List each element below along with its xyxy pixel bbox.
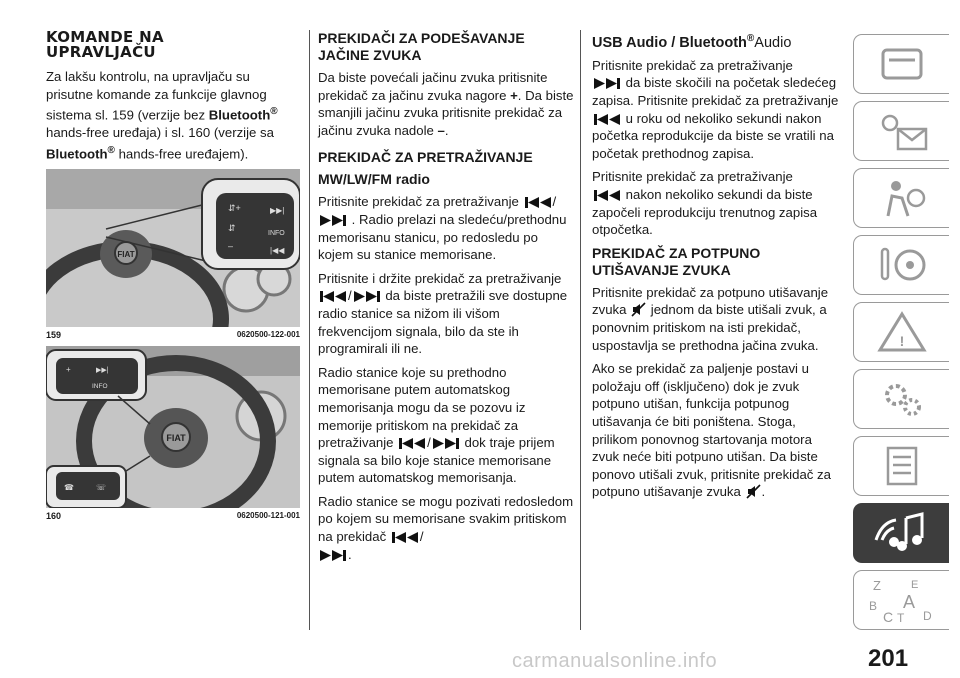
figure-code: 0620500-122-001 bbox=[236, 329, 300, 339]
warning-light-icon bbox=[874, 109, 930, 153]
tab-maintenance[interactable] bbox=[853, 369, 949, 429]
gears-icon bbox=[874, 377, 930, 421]
svg-text:▶▶|: ▶▶| bbox=[96, 366, 109, 374]
mute-paragraph-1 bbox=[592, 284, 842, 354]
prev-track-icon bbox=[398, 437, 426, 450]
svg-text:+: + bbox=[66, 364, 71, 374]
period: . bbox=[348, 546, 352, 562]
column-middle bbox=[318, 30, 576, 569]
svg-text:!: ! bbox=[899, 333, 904, 349]
usb-heading-a: USB Audio / Bluetooth bbox=[592, 34, 747, 51]
prev-track-icon bbox=[319, 290, 347, 303]
svg-text:⇵+: ⇵+ bbox=[228, 202, 241, 213]
radio-text-3a: Radio stanice koje su prethodno memorisane putem automatskog memorisanja mogu da se pozovu iz memorije pritiskom na prekidač za pretraživanje bbox=[318, 364, 526, 451]
watermark: carmanualsonline.info bbox=[512, 650, 718, 672]
usb-text-1a: Pritisnite prekidač za pretraživanje bbox=[592, 57, 793, 73]
prev-track-icon bbox=[524, 196, 552, 209]
letter-e: E bbox=[910, 579, 918, 591]
svg-text:⇵: ⇵ bbox=[228, 222, 236, 233]
figure-code-2: 0620500-121-001 bbox=[236, 510, 300, 520]
slash: / bbox=[348, 288, 352, 304]
dashboard-icon bbox=[877, 44, 927, 84]
usb-text-1c: u roku od nekoliko sekundi nakon početka reprodukcije da biste se vratili na početak prethodnog zapisa. bbox=[592, 110, 834, 161]
tab-starting-driving[interactable] bbox=[853, 235, 949, 295]
letter-t: T bbox=[896, 611, 904, 624]
heading-mute: PREKIDAČ ZA POTPUNO UTIŠAVANJE ZVUKA bbox=[592, 244, 761, 278]
intro-text-a: Za lakšu kontrolu, na upravljaču su prisutne komande za funkcije glavnog sistema sl. 159 (verzije bez bbox=[46, 69, 267, 123]
fiat-logo-text: FIAT bbox=[117, 249, 135, 259]
svg-text:–: – bbox=[228, 240, 234, 251]
tab-dashboard[interactable] bbox=[853, 34, 949, 94]
specs-list-icon bbox=[874, 444, 930, 488]
column-divider-1 bbox=[309, 30, 310, 630]
steering-wheel-photo-2 bbox=[46, 346, 300, 508]
tab-specifications[interactable] bbox=[853, 436, 949, 496]
next-track-icon bbox=[319, 549, 347, 562]
svg-text:☎: ☎ bbox=[64, 482, 74, 492]
chapter-tabs bbox=[853, 34, 949, 637]
mute-icon bbox=[746, 484, 761, 499]
next-track-icon bbox=[353, 290, 381, 303]
volume-paragraph: Da biste povećali jačinu zvuka pritisnite prekidač za jačinu zvuka nagore +. Da biste smanjili jačinu zvuka pritisnite prekidač za jačinu zvuka nadole –. bbox=[318, 70, 574, 138]
mute-icon bbox=[631, 302, 646, 317]
mute-text-1b: jednom da biste utišali zvuk, a ponovnim pritiskom na isti prekidač, uspostavlja se prethodna jačina zvuka. bbox=[592, 302, 827, 353]
usb-paragraph-2 bbox=[592, 168, 842, 238]
radio-text-1b: . Radio prelazi na sledeću/prethodnu memorisanu stanicu, po redosledu po kojem su stanice memorisane. bbox=[318, 211, 567, 263]
plus-symbol: + bbox=[510, 87, 518, 103]
next-track-icon bbox=[593, 77, 621, 90]
figure-number-2: 160 bbox=[46, 510, 62, 521]
mute-paragraph-2 bbox=[592, 360, 842, 501]
airbag-icon bbox=[874, 176, 930, 220]
intro-text-c: hands-free uređajem). bbox=[118, 146, 249, 162]
steering-wheel-icon bbox=[874, 243, 930, 287]
info-button-label: INFO bbox=[268, 229, 285, 237]
brand-bluetooth-2: Bluetooth bbox=[46, 146, 108, 162]
radio-paragraph-1 bbox=[318, 193, 576, 263]
next-track-icon bbox=[432, 437, 460, 450]
prev-track-icon bbox=[593, 189, 621, 202]
figure-number: 159 bbox=[46, 329, 62, 340]
heading-usb bbox=[592, 30, 842, 52]
figure-159-caption bbox=[46, 330, 300, 340]
figure-160 bbox=[46, 346, 300, 508]
intro-text-b: hands-free uređaja) i sl. 160 (verzije sa bbox=[46, 125, 274, 141]
tab-multimedia[interactable] bbox=[853, 503, 949, 563]
usb-paragraph-1 bbox=[592, 57, 842, 163]
intro-paragraph bbox=[46, 68, 300, 163]
usb-text-2a: Pritisnite prekidač za pretraživanje bbox=[592, 169, 793, 185]
column-divider-2 bbox=[580, 30, 581, 630]
registered-mark-3: ® bbox=[746, 33, 755, 44]
tab-emergency[interactable] bbox=[853, 302, 949, 362]
prev-track-icon bbox=[391, 531, 419, 544]
registered-mark-2: ® bbox=[107, 144, 115, 156]
volume-text-a: Da biste povećali jačinu zvuka pritisnite prekidač za jačinu zvuka nagore bbox=[318, 70, 548, 103]
info-button-label-2: INFO bbox=[92, 382, 108, 390]
title-line-2: UPRAVLJAČU bbox=[46, 43, 156, 61]
title-line-1: KOMANDE NA bbox=[46, 28, 164, 46]
registered-mark: ® bbox=[270, 106, 278, 118]
slash: / bbox=[552, 194, 557, 210]
svg-text:▶▶|: ▶▶| bbox=[270, 205, 285, 215]
column-left bbox=[46, 30, 300, 527]
tab-warning-lights[interactable] bbox=[853, 101, 949, 161]
radio-text-4a: Radio stanice se mogu pozivati redosledom po kojem su memorisane svakim pritiskom na prekidač bbox=[318, 493, 574, 545]
svg-text:|◀◀: |◀◀ bbox=[270, 245, 285, 255]
period: . bbox=[761, 484, 766, 500]
letter-c: C bbox=[882, 609, 893, 624]
radio-text-1a: Pritisnite prekidač za pretraživanje bbox=[318, 194, 519, 210]
radio-text-2b: da biste pretražili sve dostupne radio stanice sa nižom ili višom frekvencijom signala, bilo da ste ih programirali ili ne. bbox=[318, 288, 568, 357]
volume-text-b: . Da biste smanjili jačinu zvuka pritisnite prekidač za jačinu zvuka nadole bbox=[318, 87, 574, 138]
mute-text-2a: Ako se prekidač za paljenje postavi u položaju off (isključeno) dok je zvuk potpuno utišan, funkcija potpunog utišavanja će biti poništena. Stoga, prilikom ponovnog startovanja motora zvuk neće biti potpuno utišan. Da biste ponovo utišali zvuk, pritisnite prekidač za potpuno utišavanje zvuka bbox=[592, 361, 831, 500]
radio-paragraph-4 bbox=[318, 493, 576, 563]
column-right bbox=[592, 30, 842, 507]
heading-radio: MW/LW/FM radio bbox=[318, 171, 430, 188]
prev-track-icon bbox=[593, 113, 621, 126]
section-title bbox=[46, 30, 300, 60]
letter-z: Z bbox=[872, 578, 881, 593]
letter-d: D bbox=[922, 609, 932, 623]
alphabet-index-icon bbox=[867, 576, 937, 624]
letter-a: A bbox=[902, 592, 915, 612]
figure-159 bbox=[46, 169, 300, 327]
radio-paragraph-3 bbox=[318, 364, 576, 487]
usb-heading-b: Audio bbox=[754, 34, 792, 51]
multimedia-icon bbox=[872, 510, 932, 556]
steering-wheel-photo-1 bbox=[46, 169, 300, 327]
figure-160-caption bbox=[46, 511, 300, 521]
fiat-logo-text-2: FIAT bbox=[166, 432, 186, 443]
tab-index[interactable] bbox=[853, 570, 949, 630]
radio-text-3b: dok traje prijem signala sa bilo koje stanice memorisane putem automatskog memorisanja. bbox=[318, 435, 555, 486]
heading-volume: PREKIDAČI ZA PODEŠAVANJE JAČINE ZVUKA bbox=[318, 30, 525, 63]
svg-text:☏: ☏ bbox=[96, 482, 107, 492]
minus-symbol: – bbox=[437, 122, 445, 138]
usb-text-2b: nakon nekoliko sekundi da biste započeli reprodukciju trenutnog zapisa otpočetka. bbox=[592, 186, 818, 238]
letter-b: B bbox=[868, 599, 877, 613]
usb-text-1b: da biste skočili na početak sledećeg zapisa. Pritisnite prekidač za pretraživanje bbox=[592, 75, 839, 109]
next-track-icon bbox=[319, 214, 347, 227]
brand-bluetooth: Bluetooth bbox=[208, 107, 271, 123]
mute-text-1a: Pritisnite prekidač za potpuno utišavanje zvuka bbox=[592, 284, 829, 318]
page-number: 201 bbox=[868, 645, 909, 672]
slash: / bbox=[419, 529, 424, 545]
warning-triangle-icon bbox=[874, 310, 930, 354]
radio-text-2a: Pritisnite i držite prekidač za pretraživanje bbox=[318, 270, 562, 286]
slash: / bbox=[427, 435, 431, 451]
radio-paragraph-2 bbox=[318, 270, 576, 358]
tab-safety[interactable] bbox=[853, 168, 949, 228]
heading-search: PREKIDAČ ZA PRETRAŽIVANJE bbox=[318, 149, 533, 166]
